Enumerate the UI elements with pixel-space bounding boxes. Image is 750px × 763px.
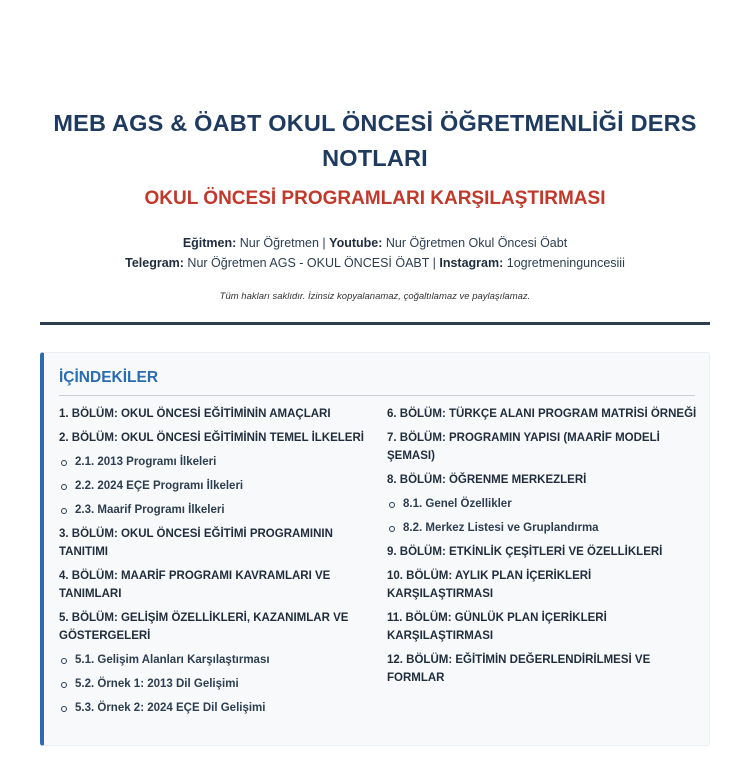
author-info [40,233,710,273]
youtube-label: Youtube: [329,236,383,250]
circle-bullet-icon [61,682,67,688]
toc-subitem[interactable] [59,699,369,717]
toc-subitem[interactable] [59,501,369,519]
toc-item-label: 2.2. 2024 EÇE Programı İlkeleri [75,480,244,492]
toc-subitem[interactable] [387,519,697,537]
toc-item-label: 3. BÖLÜM: OKUL ÖNCESİ EĞİTİMİ PROGRAMININ TANITIMI [59,528,333,558]
toc-item[interactable] [59,525,369,561]
table-of-contents [40,352,710,746]
egitmen-value: Nur Öğretmen | [236,236,330,250]
toc-item[interactable] [387,609,697,645]
toc-item[interactable] [59,567,369,603]
toc-item-label: 7. BÖLÜM: PROGRAMIN YAPISI (MAARİF MODELİ ŞEMASI) [387,432,660,462]
toc-item-label: 4. BÖLÜM: MAARİF PROGRAMI KAVRAMLARI VE TANIMLARI [59,570,331,600]
egitmen-label: Eğitmen: [182,236,237,250]
toc-item[interactable] [387,651,697,687]
toc-left-column [59,405,369,723]
toc-item[interactable] [387,543,697,561]
instagram-value: 1ogretmeninguncesiii [503,256,625,270]
circle-bullet-icon [61,460,67,466]
toc-item-label: 5.2. Örnek 1: 2013 Dil Gelişimi [75,678,239,690]
toc-subitem[interactable] [59,453,369,471]
toc-item-label: 8. BÖLÜM: ÖĞRENME MERKEZLERİ [387,474,587,486]
toc-subitem[interactable] [59,675,369,693]
toc-item-label: 2.1. 2013 Programı İlkeleri [75,456,217,468]
toc-item-label: 10. BÖLÜM: AYLIK PLAN İÇERİKLERİ KARŞILAŞTIRMASI [387,570,592,600]
toc-item-label: 8.1. Genel Özellikler [403,498,512,510]
circle-bullet-icon [61,508,67,514]
circle-bullet-icon [61,706,67,712]
page-subtitle: OKUL ÖNCESİ PROGRAMLARI KARŞILAŞTIRMASI [144,188,606,209]
toc-item[interactable] [59,405,369,423]
toc-subitem[interactable] [59,477,369,495]
document-header [40,106,710,302]
toc-subitem[interactable] [387,495,697,513]
toc-item[interactable] [387,471,697,489]
toc-title: İÇİNDEKİLER [59,369,159,386]
toc-item[interactable] [387,567,697,603]
circle-bullet-icon [389,526,395,532]
toc-item[interactable] [59,609,369,645]
circle-bullet-icon [61,484,67,490]
toc-subitem[interactable] [59,651,369,669]
page-title: MEB AGS & ÖABT OKUL ÖNCESİ ÖĞRETMENLİĞİ DERS NOTLARI [53,110,697,171]
toc-item-label: 1. BÖLÜM: OKUL ÖNCESİ EĞİTİMİNİN AMAÇLARI [59,408,331,420]
telegram-value: Nur Öğretmen AGS - OKUL ÖNCESİ ÖABT | [183,256,440,270]
toc-item-label: 11. BÖLÜM: GÜNLÜK PLAN İÇERİKLERİ KARŞILAŞTIRMASI [387,612,607,642]
toc-item-label: 5.3. Örnek 2: 2024 EÇE Dil Gelişimi [75,702,266,714]
youtube-value: Nur Öğretmen Okul Öncesi Öabt [382,236,568,250]
toc-item-label: 6. BÖLÜM: TÜRKÇE ALANI PROGRAM MATRİSİ ÖRNEĞİ [387,408,697,420]
author-info-line-1 [40,233,710,253]
toc-item-label: 9. BÖLÜM: ETKİNLİK ÇEŞİTLERİ VE ÖZELLİKLERİ [387,546,663,558]
toc-divider [59,395,695,396]
toc-item-label: 5.1. Gelişim Alanları Karşılaştırması [75,654,270,666]
telegram-label: Telegram: [125,256,184,270]
copyright-notice: Tüm hakları saklıdır. İzinsiz kopyalanamaz, çoğaltılamaz ve paylaşılamaz. [219,291,531,302]
header-divider [40,322,710,325]
toc-right-column [387,405,697,693]
toc-item-label: 5. BÖLÜM: GELİŞİM ÖZELLİKLERİ, KAZANIMLAR VE GÖSTERGELERİ [59,612,349,642]
circle-bullet-icon [389,502,395,508]
toc-item-label: 2.3. Maarif Programı İlkeleri [75,504,225,516]
toc-item-label: 12. BÖLÜM: EĞİTİMİN DEĞERLENDİRİLMESİ VE FORMLAR [387,654,651,684]
toc-item-label: 2. BÖLÜM: OKUL ÖNCESİ EĞİTİMİNİN TEMEL İLKELERİ [59,432,364,444]
toc-item-label: 8.2. Merkez Listesi ve Gruplandırma [403,522,599,534]
toc-item[interactable] [59,429,369,447]
toc-item[interactable] [387,429,697,465]
author-info-line-2 [40,253,710,273]
instagram-label: Instagram: [439,256,504,270]
toc-item[interactable] [387,405,697,423]
circle-bullet-icon [61,658,67,664]
